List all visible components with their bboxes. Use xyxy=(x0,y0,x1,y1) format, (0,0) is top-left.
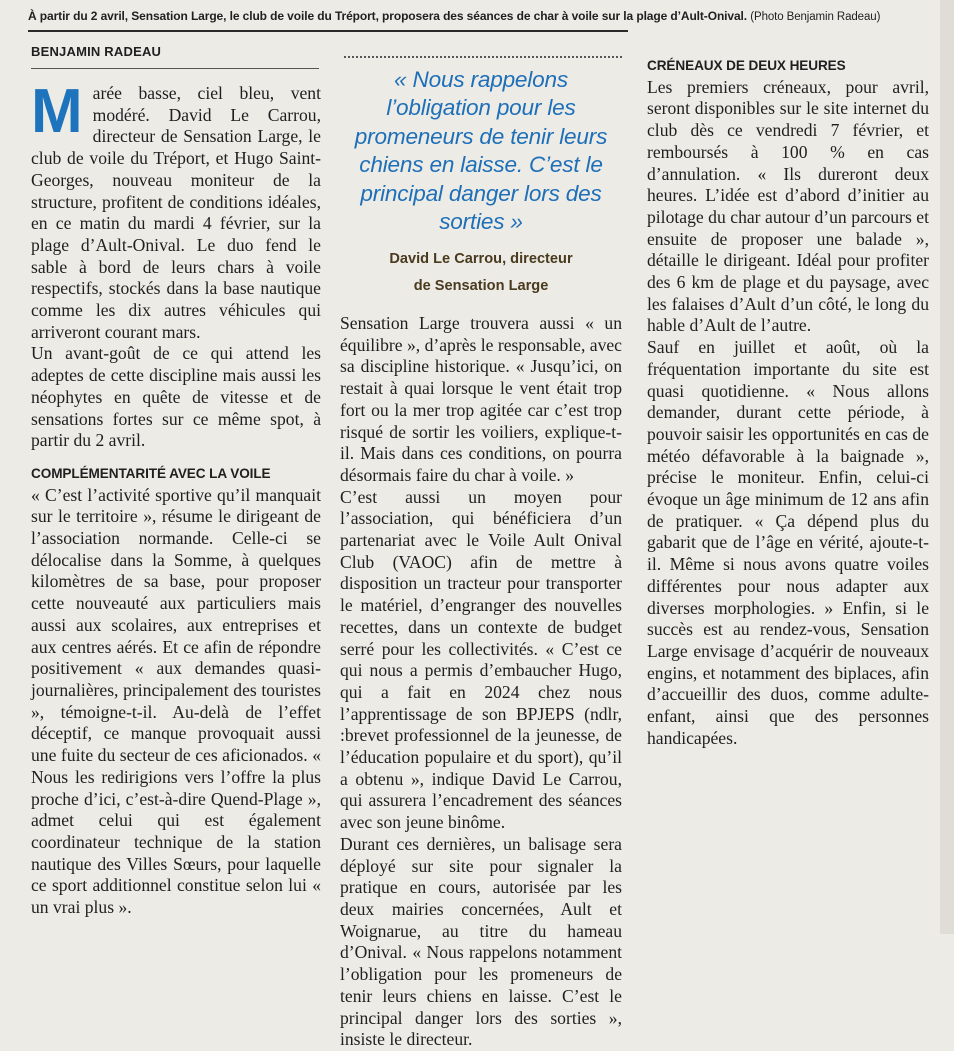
section1-paragraph-2: Sensation Large trouvera aussi « un équilibre », d’après le responsable, avec sa discipline historique. « Jusqu’ici, on restait à quai lorsque le vent était trop fort ou la mer trop agitée car c’est trop risqué de sortir les voiliers, explique-t-il. Mais dans ces conditions, on pourra désormais faire du char à voile. » xyxy=(340,313,622,485)
section1-paragraph-3: C’est aussi un moyen pour l’association, qui bénéficiera d’un partenariat avec le Voile Ault Onival Club (VAOC) afin de mettre à disposition un tracteur pour transporter le matériel, d’engranger des nouvelles recettes, dans un contexte de budget serré pour les collectivités. « C’est ce qui nous a permis d’embaucher Hugo, qui a fait en 2024 chez nous l’apprentissage de son BPJEPS (ndlr, :brevet professionnel de la jeunesse, de l’éducation populaire et du sport), qu’il a obtenu », indique David Le Carrou, qui assurera l’encadrement des séances avec son jeune binôme. xyxy=(340,486,622,833)
intro-paragraph-2: Un avant-goût de ce qui attend les adeptes de cette discipline mais aussi les néophytes en quête de vitesse et de sensations fortes sur ce même spot, à partir du 2 avril. xyxy=(31,343,321,451)
page-edge xyxy=(940,0,954,934)
intro-paragraph xyxy=(31,77,321,343)
section2-paragraph-1: Les premiers créneaux, pour avril, seront disponibles sur le site internet du club dès ce vendredi 7 février, et remboursés à 100 % en cas d’annulation. « Ils dureront deux heures. L’idée est d’abord d’initier au pilotage du char autour d’un parcours et ensuite de proposer une balade », détaille le dirigeant. Idéal pour profiter des 6 km de plage et du paysage, avec les falaises d’Ault d’un côté, le long du hable d’Ault de l’autre. xyxy=(647,76,929,336)
caption-text: À partir du 2 avril, Sensation Large, le club de voile du Tréport, proposera des séances de char à voile sur la plage d’Ault-Onival. xyxy=(28,9,748,23)
subhead-complementarite: COMPLÉMENTARITÉ AVEC LA VOILE xyxy=(31,465,271,481)
byline-divider xyxy=(31,68,319,69)
subhead-creneaux: CRÉNEAUX DE DEUX HEURES xyxy=(647,58,846,73)
pull-quote xyxy=(340,66,622,300)
drop-cap: M xyxy=(31,77,83,146)
section1-paragraph-4: Durant ces dernières, un balisage sera déployé sur site pour signaler la pratique en cours, autorisée par les deux mairies concernées, Ault et Woignarue, au titre du hameau d’Onival. « Nous rappelons notamment l’obligation pour les promeneurs de tenir leurs chiens en laisse. C’est le principal danger lors des sorties », insiste le directeur. xyxy=(340,833,622,1050)
pullquote-divider xyxy=(344,56,622,58)
article-column-2 xyxy=(340,313,622,1050)
pull-quote-text: « Nous rappelons l’obligation pour les promeneurs de tenir leurs chiens en laisse. C’est le principal danger lors des sorties » xyxy=(354,67,608,235)
photo-credit: (Photo Benjamin Radeau) xyxy=(750,11,881,23)
section2-paragraph-2: Sauf en juillet et août, où la fréquentation importante du site est quasi quotidienne. « Nous allons demander, durant cette période, à pouvoir saisir les opportunités en cas de météo défavorable à la baignade », précise le moniteur. Enfin, celui-ci évoque un âge minimum de 12 ans afin de pratiquer. « Ça dépend plus du gabarit que de l’âge en vérité, ajoute-t-il. Même si nous avons quatre voiles différentes pour nous adapter aux diverses morphologies. » Enfin, si le succès est au rendez-vous, Sensation Large envisage d’acquérir de nouveaux engins, et notamment des biplaces, afin d’accueillir des duos, comme adulte-enfant, ainsi que des personnes handicapées. xyxy=(647,337,929,748)
caption-divider xyxy=(28,30,628,32)
article-column-1 xyxy=(31,77,321,918)
pull-quote-author-line-2: de Sensation Large xyxy=(413,278,549,295)
author-byline: BENJAMIN RADEAU xyxy=(31,44,162,59)
photo-caption xyxy=(28,8,933,25)
article-column-3 xyxy=(647,41,929,931)
pull-quote-author-line-1: David Le Carrou, directeur xyxy=(389,251,573,268)
section1-paragraph-1: « C’est l’activité sportive qu’il manquait sur le territoire », résume le dirigeant de l’association normande. Celle-ci se délocalise dans la Somme, à quelques kilomètres de sa base, pour proposer cette nouveauté aux particuliers mais aussi aux scolaires, aux entreprises et aux centres aérés. Et ce afin de répondre positivement « aux demandes quasi-journalières, principalement des touristes », témoigne-t-il. Au-delà de l’effet déceptif, ce manque provoquait aussi une fuite du secteur de ces aficionados. « Nous les redirigions vers l’offre la plus proche d’ici, c’est-à-dire Quend-Plage », admet celui qui est également coordinateur technique de la station nautique des Villes Sœurs, pour laquelle ce sport additionnel constitue selon lui « un vrai plus ». xyxy=(31,484,321,918)
intro-text: arée basse, ciel bleu, vent modéré. David Le Carrou, directeur de Sensation Large, le club de voile du Tréport, et Hugo Saint-Georges, nouveau moniteur de la structure, profitent de conditions idéales, en ce matin du mardi 4 février, sur la plage d’Ault-Onival. Le duo fend le sable à bord de leurs chars à voile respectifs, stockés dans la base nautique comme les dix autres véhicules qui arriveront courant mars. xyxy=(31,83,321,342)
pull-quote-author xyxy=(340,246,622,300)
